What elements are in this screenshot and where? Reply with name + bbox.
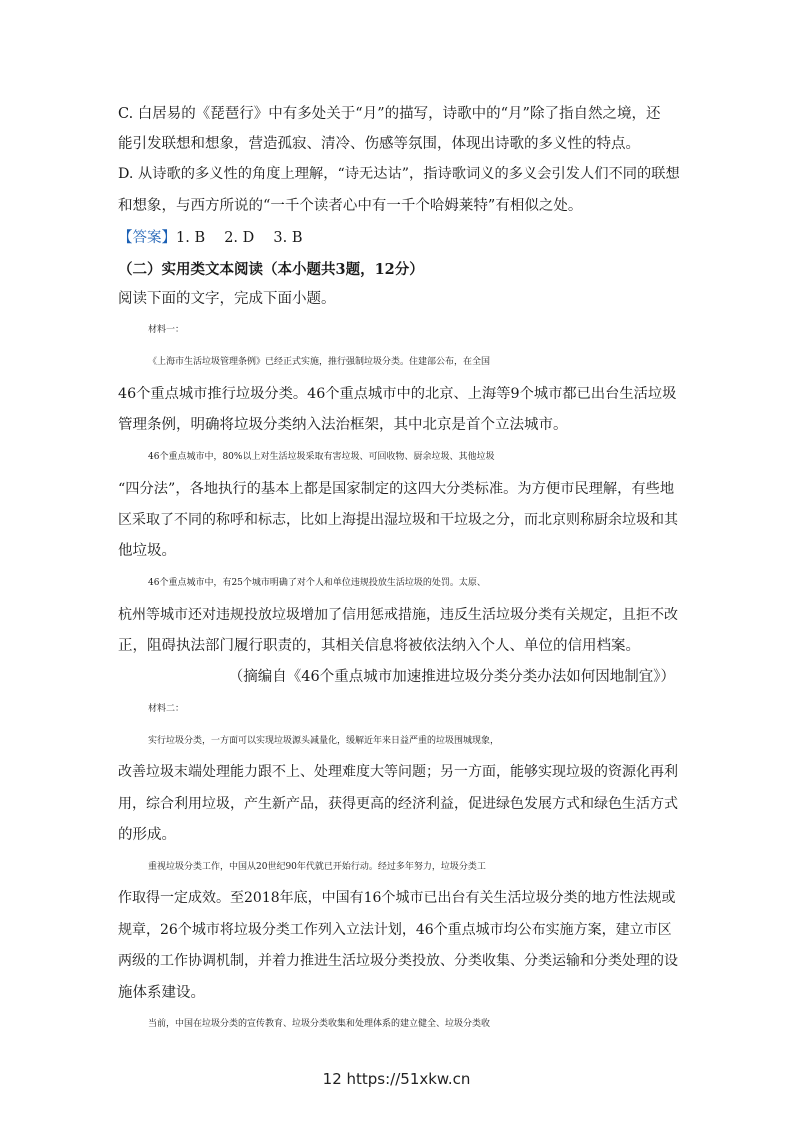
material-1-line: “四分法”，各地执行的基本上都是国家制定的这四大分类标准。为方便市民理解，有些地	[118, 481, 675, 497]
material-1-line: 46个重点城市推行垃圾分类。46个重点城市中的北京、上海等9个城市都已出台生活垃圾	[118, 386, 677, 402]
instruction: 阅读下面的文字，完成下面小题。	[118, 291, 336, 307]
answer-tag: 【答案】	[118, 230, 176, 246]
material-1-line: 他垃圾。	[118, 543, 176, 559]
option-c-line-2: 能引发联想和想象，营造孤寂、清冷、伤感等氛围，体现出诗歌的多义性的特点。	[118, 136, 640, 152]
option-d-line-1: D. 从诗歌的多义性的角度上理解，“诗无达诂”，指诗歌词义的多义会引发人们不同的联想	[118, 166, 680, 182]
material-1-line: 正，阻碍执法部门履行职责的，其相关信息将被依法纳入个人、单位的信用档案。	[118, 638, 640, 654]
material-2-line: 两级的工作协调机制，并着力推进生活垃圾分类投放、分类收集、分类运输和分类处理的设	[118, 953, 678, 969]
material-1-line: 管理条例，明确将垃圾分类纳入法治框架，其中北京是首个立法城市。	[118, 417, 568, 433]
material-2-label: 材料二：	[148, 704, 185, 714]
material-2-line: 改善垃圾末端处理能力跟不上、处理难度大等问题；另一方面，能够实现垃圾的资源化再利	[118, 764, 678, 780]
material-1-line: 杭州等城市还对违规投放垃圾增加了信用惩戒措施，违反生活垃圾分类有关规定，且拒不改	[118, 607, 678, 623]
material-1-line: 46个重点城市中，80%以上对生活垃圾采取有害垃圾、可回收物、厨余垃圾、其他垃圾	[148, 452, 495, 462]
material-1-source: （摘编自《46个重点城市加速推进垃圾分类分类办法如何因地制宜》）	[228, 669, 675, 685]
material-2-line: 当前，中国在垃圾分类的宣传教育、垃圾分类收集和处理体系的建立健全、垃圾分类收	[148, 1019, 491, 1029]
option-d-line-2: 和想象，与西方所说的“一千个读者心中有一千个哈姆莱特”有相似之处。	[118, 198, 583, 214]
material-1-line: 《上海市生活垃圾管理条例》已经正式实施，推行强制垃圾分类。住建部公布，在全国	[148, 357, 491, 367]
page-footer: 12 https://51xkw.cn	[322, 1070, 471, 1088]
material-2-line: 规章，26个城市将垃圾分类工作列入立法计划，46个重点城市均公布实施方案，建立市区	[118, 922, 672, 938]
section-title: （二）实用类文本阅读（本小题共3题，12分）	[118, 261, 424, 278]
material-2-line: 实行垃圾分类，一方面可以实现垃圾源头减量化，缓解近年来日益严重的垃圾围城现象，	[148, 736, 500, 746]
material-2-line: 施体系建设。	[118, 985, 205, 1001]
answer-text: 1. B 2. D 3. B	[176, 230, 303, 246]
material-1-line: 46个重点城市中，有25个城市明确了对个人和单位违规投放生活垃圾的处罚。太原、	[148, 578, 486, 588]
answer-line	[118, 228, 680, 248]
material-2-line: 用，综合利用垃圾，产生新产品，获得更高的经济利益，促进绿色发展方式和绿色生活方式	[118, 796, 678, 812]
material-1-label: 材料一：	[148, 325, 185, 335]
material-2-line: 的形成。	[118, 827, 176, 843]
material-1-line: 区采取了不同的称呼和标志，比如上海提出湿垃圾和干垃圾之分，而北京则称厨余垃圾和其	[118, 512, 678, 528]
option-c-line-1: C. 白居易的《琵琶行》中有多处关于“月”的描写，诗歌中的“月”除了指自然之境，还	[118, 106, 661, 122]
material-2-line: 作取得一定成效。至2018年底，中国有16个城市已出台有关生活垃圾分类的地方性法规或	[118, 890, 676, 906]
material-2-line: 重视垃圾分类工作，中国从20世纪90年代就已开始行动。经过多年努力，垃圾分类工	[148, 862, 486, 872]
